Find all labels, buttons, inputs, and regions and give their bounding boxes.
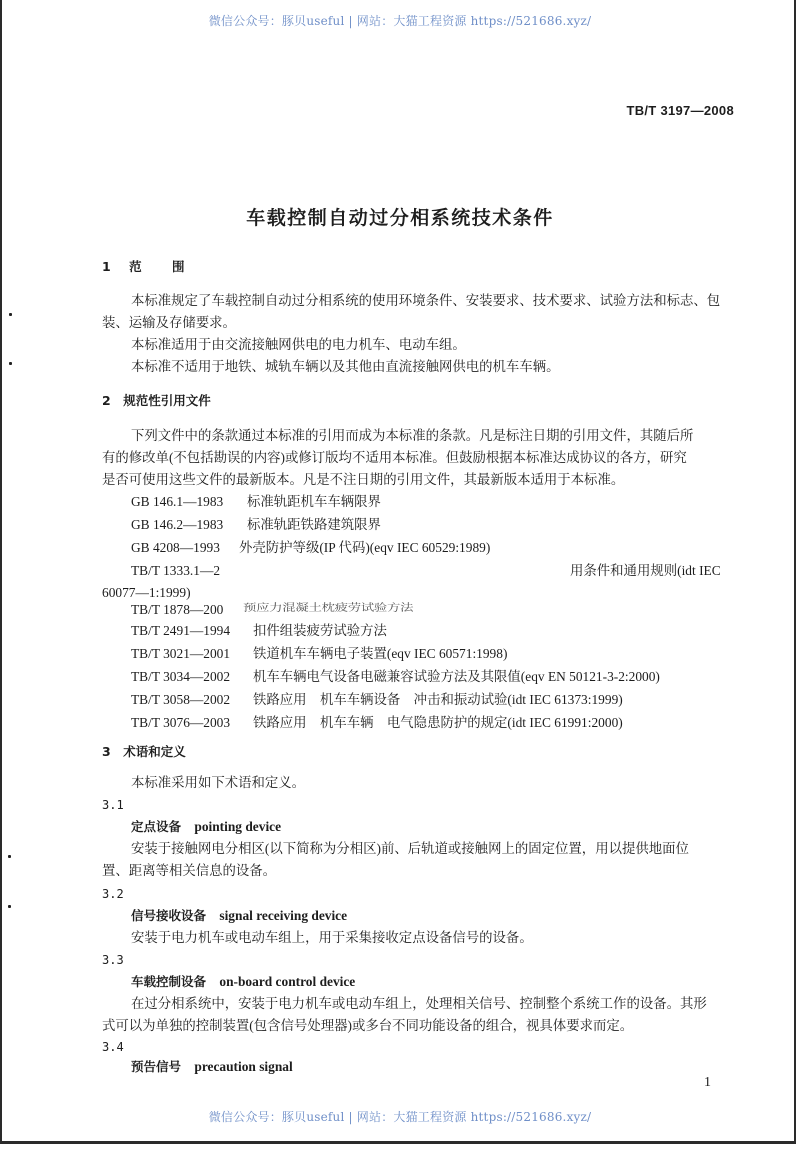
- reference-item: [131, 645, 507, 663]
- term-zh: 定点设备: [131, 819, 182, 834]
- reference-title-fragment: 用条件和通用规则(idt IEC: [570, 563, 721, 578]
- reference-title: 外壳防护等级(IP 代码)(eqv IEC 60529:1989): [239, 540, 491, 555]
- term-number: 3.1: [102, 798, 124, 812]
- paragraph-line: 下列文件中的条款通过本标准的引用而成为本标准的条款。凡是标注日期的引用文件，其随后所: [131, 428, 694, 443]
- term-definition-line: 在过分相系统中，安装于电力机车或电动车组上，处理相关信号、控制整个系统工作的设备。其形: [131, 996, 707, 1011]
- reference-item: [131, 601, 413, 619]
- term-heading: [131, 907, 347, 925]
- term-en: signal receiving device: [219, 908, 348, 923]
- reference-code: TB/T 1878—200: [131, 602, 224, 617]
- reference-item: [131, 562, 220, 580]
- reference-code: TB/T 2491—1994: [131, 623, 231, 638]
- reference-code: TB/T 3058—2002: [131, 692, 231, 707]
- term-definition-line: 置、距离等相关信息的设备。: [102, 863, 277, 878]
- paragraph-line: 本标准采用如下术语和定义。: [131, 775, 306, 790]
- scan-mark: [8, 855, 11, 858]
- term-heading: [131, 1058, 293, 1076]
- term-en: pointing device: [194, 819, 282, 834]
- reference-title: 铁路应用 机车车辆 电气隐患防护的规定(idt IEC 61991:2000): [253, 715, 623, 730]
- term-heading: [131, 818, 281, 836]
- paragraph-line: 装、运输及存储要求。: [102, 315, 236, 330]
- term-definition-line: 安装于接触网电分相区(以下简称为分相区)前、后轨道或接触网上的固定位置，用以提供地面位: [131, 841, 689, 856]
- reference-code: GB 4208—1993: [131, 540, 220, 555]
- term-zh: 车载控制设备: [131, 974, 207, 989]
- reference-title: 铁道机车车辆电子装置(eqv IEC 60571:1998): [253, 646, 508, 661]
- reference-title: 机车车辆电气设备电磁兼容试验方法及其限值(eqv EN 50121-3-2:2000): [253, 669, 660, 684]
- section-1-heading: [102, 258, 184, 276]
- section-heading-char: 范: [129, 259, 142, 274]
- reference-code: TB/T 3076—2003: [131, 715, 231, 730]
- term-en: precaution signal: [194, 1059, 293, 1074]
- page-number: 1: [704, 1075, 711, 1090]
- reference-item: [131, 714, 623, 732]
- reference-code: TB/T 3034—2002: [131, 669, 231, 684]
- reference-item: [131, 622, 387, 640]
- reference-title: 预应力混凝土枕疲劳试验方法: [243, 601, 414, 613]
- reference-item: [131, 691, 623, 709]
- scan-mark: [9, 313, 12, 316]
- reference-code: GB 146.1—1983: [131, 494, 224, 509]
- term-number: 3.3: [102, 953, 124, 967]
- reference-title: 铁路应用 机车车辆设备 冲击和振动试验(idt IEC 61373:1999): [253, 692, 623, 707]
- reference-title: 标准轨距机车车辆限界: [247, 494, 381, 509]
- reference-item: [131, 493, 381, 511]
- standard-number: TB/T 3197—2008: [626, 103, 734, 118]
- reference-title: 扣件组装疲劳试验方法: [253, 623, 387, 638]
- section-heading-char: 围: [171, 259, 185, 274]
- reference-item: [131, 668, 660, 686]
- term-number: 3.4: [102, 1040, 124, 1054]
- reference-code: GB 146.2—1983: [131, 517, 224, 532]
- scan-mark: [9, 362, 12, 365]
- reference-code: TB/T 3021—2001: [131, 646, 231, 661]
- reference-title: 标准轨距铁路建筑限界: [247, 517, 381, 532]
- reference-item: [131, 516, 381, 534]
- section-2-heading: 2 规范性引用文件: [102, 393, 211, 408]
- paragraph-line: 有的修改单(不包括勘误的内容)或修订版均不适用本标准。但鼓励根据本标准达成协议的各方，研究: [102, 450, 687, 465]
- watermark-bottom: 微信公众号：豚贝useful | 网站：大猫工程资源 https://521686.xyz/: [208, 1110, 592, 1124]
- document-title: 车载控制自动过分相系统技术条件: [246, 207, 554, 229]
- section-3-heading: 3 术语和定义: [102, 744, 186, 759]
- term-definition-line: 安装于电力机车或电动车组上，用于采集接收定点设备信号的设备。: [131, 930, 533, 945]
- paragraph-line: 本标准不适用于地铁、城轨车辆以及其他由直流接触网供电的机车车辆。: [131, 359, 560, 374]
- term-heading: [131, 973, 355, 991]
- paragraph-line: 是否可使用这些文件的最新版本。凡是不注日期的引用文件，其最新版本适用于本标准。: [102, 472, 625, 487]
- term-zh: 信号接收设备: [131, 908, 207, 923]
- paragraph-line: 本标准适用于由交流接触网供电的电力机车、电动车组。: [131, 337, 466, 352]
- term-en: on-board control device: [219, 974, 356, 989]
- section-number: 1: [102, 259, 111, 274]
- term-definition-line: 式可以为单独的控制装置(包含信号处理器)或多台不同功能设备的组合，视具体要求而定。: [102, 1018, 634, 1033]
- scan-mark: [8, 905, 11, 908]
- watermark-top: 微信公众号：豚贝useful | 网站：大猫工程资源 https://521686.xyz/: [208, 14, 592, 28]
- term-zh: 预告信号: [131, 1059, 182, 1074]
- reference-item: [131, 539, 490, 557]
- term-number: 3.2: [102, 887, 124, 901]
- reference-continuation: 60077—1:1999): [102, 585, 191, 600]
- reference-code: TB/T 1333.1—2: [131, 563, 221, 578]
- paragraph-line: 本标准规定了车载控制自动过分相系统的使用环境条件、安装要求、技术要求、试验方法和标志、包: [131, 293, 721, 308]
